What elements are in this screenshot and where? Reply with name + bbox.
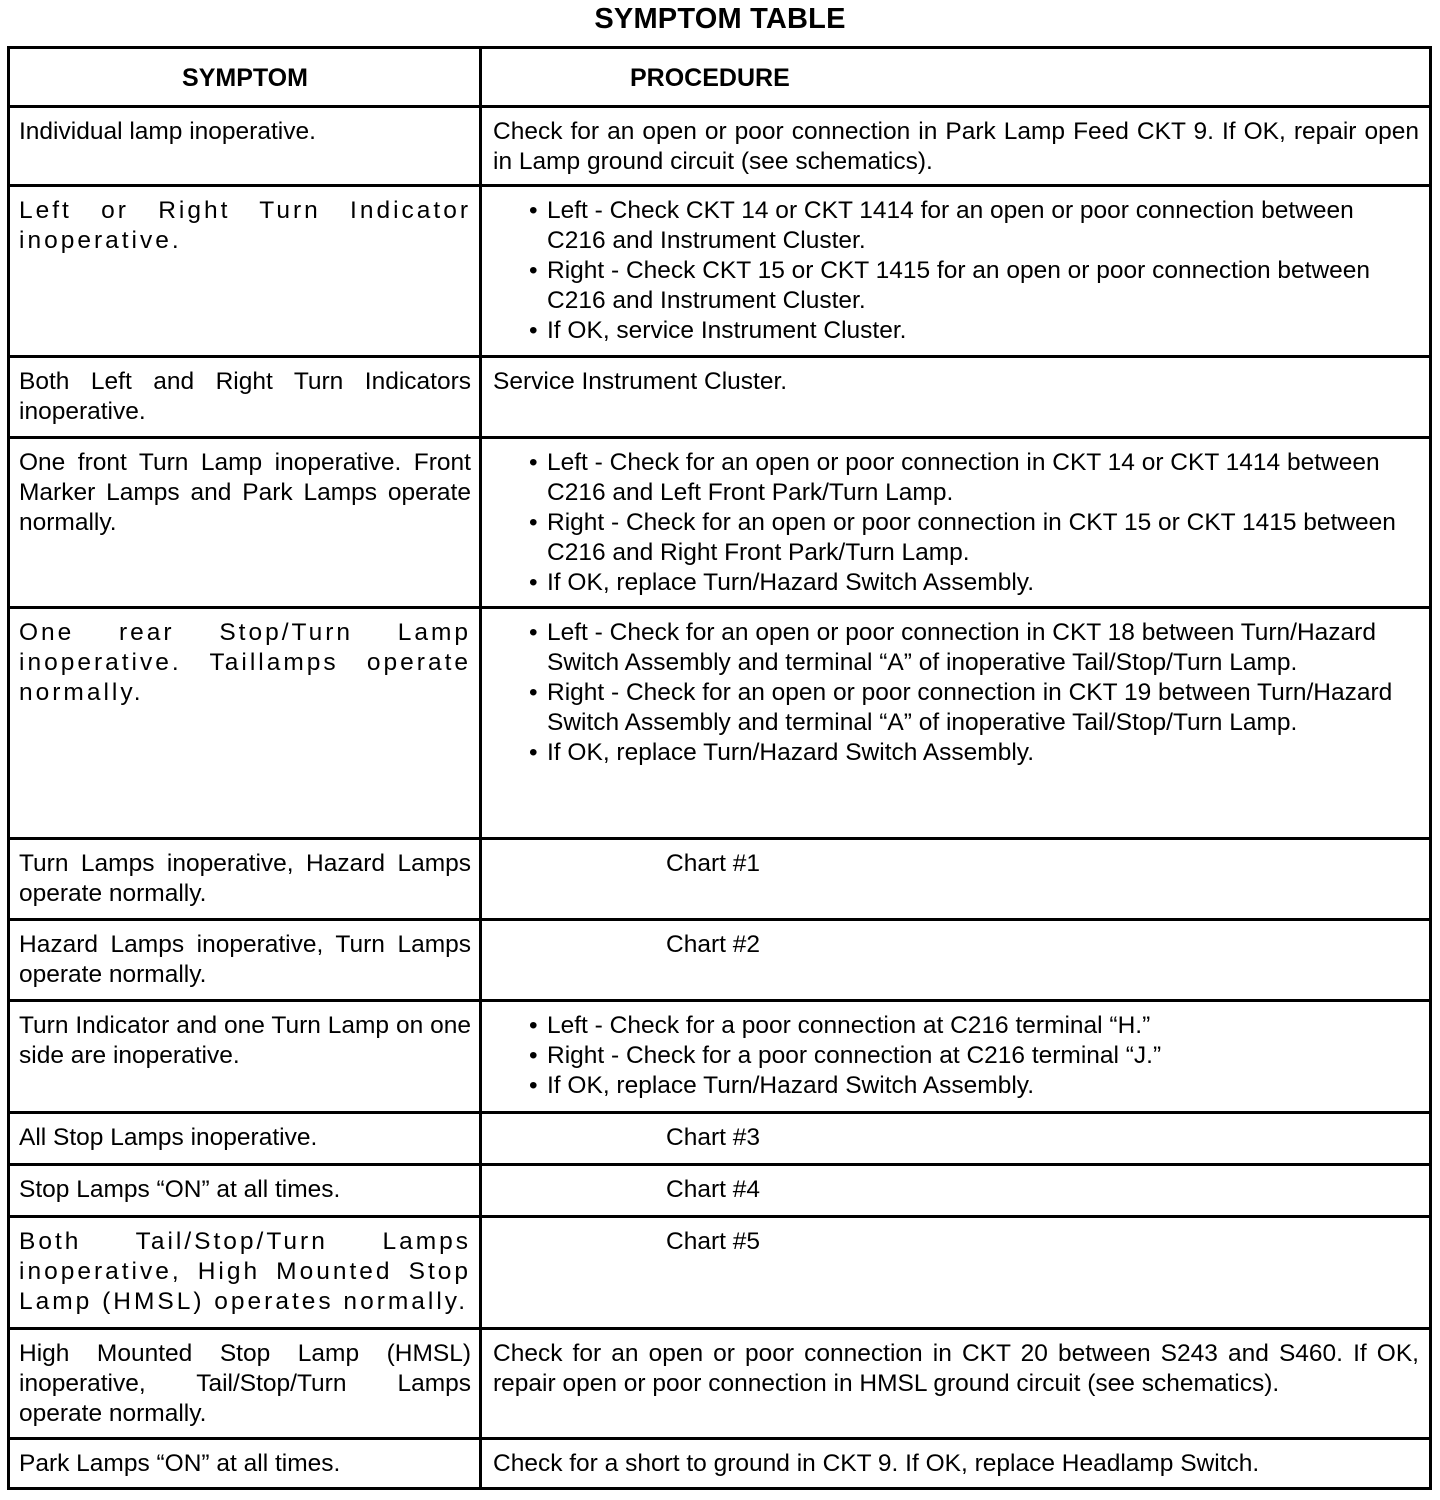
symptom-cell: One front Turn Lamp inoperative. Front Marker Lamps and Park Lamps operate normally. [10,439,482,606]
chart-reference: Chart #5 [666,1228,760,1255]
symptom-table [7,46,1432,1490]
procedure-step: • Left - Check CKT 14 or CKT 1414 for an open or poor connection between C216 and Instrument Cluster. [529,196,1419,256]
procedure-step: • If OK, replace Turn/Hazard Switch Assembly. [529,1071,1419,1101]
procedure-step: • Left - Check for an open or poor connection in CKT 18 between Turn/Hazard Switch Assembly and terminal “A” of inoperative Tail/Stop/Turn Lamp. [529,618,1419,678]
procedure-step: • If OK, replace Turn/Hazard Switch Assembly. [529,738,1419,768]
symptom-cell: Stop Lamps “ON” at all times. [10,1166,482,1215]
chart-reference: Chart #2 [666,931,760,958]
procedure-cell [482,840,1429,918]
chart-reference: Chart #3 [666,1124,760,1151]
procedure-cell [482,1114,1429,1163]
procedure-cell [482,609,1429,837]
symptom-cell: Both Left and Right Turn Indicators inoperative. [10,358,482,436]
procedure-step: • If OK, service Instrument Cluster. [529,316,1419,346]
procedure-cell [482,439,1429,606]
procedure-cell [482,921,1429,999]
procedure-step: • Right - Check for a poor connection at C216 terminal “J.” [529,1041,1419,1071]
procedure-step: • If OK, replace Turn/Hazard Switch Assembly. [529,568,1419,598]
procedure-list [493,196,1419,346]
procedure-cell [482,1002,1429,1111]
table-row [10,1163,1429,1215]
symptom-cell: Both Tail/Stop/Turn Lamps inoperative, High Mounted Stop Lamp (HMSL) operates normally. [10,1218,482,1327]
symptom-column-header: SYMPTOM [10,49,482,105]
procedure-cell [482,187,1429,355]
table-row [10,918,1429,999]
procedure-cell: Check for an open or poor connection in Park Lamp Feed CKT 9. If OK, repair open in Lamp ground circuit (see schematics). [493,118,1419,175]
procedure-cell [482,1166,1429,1215]
table-row [10,105,1429,184]
table-row [10,1437,1429,1487]
procedure-column-header: PROCEDURE [630,64,790,92]
procedure-step: • Left - Check for an open or poor connection in CKT 14 or CKT 1414 between C216 and Left Front Park/Turn Lamp. [529,448,1419,508]
procedure-step: • Left - Check for a poor connection at C216 terminal “H.” [529,1011,1419,1041]
table-row [10,355,1429,436]
procedure-cell: Service Instrument Cluster. [493,368,788,395]
symptom-cell: One rear Stop/Turn Lamp inoperative. Taillamps operate normally. [10,609,482,837]
table-row [10,436,1429,606]
symptom-cell: Park Lamps “ON” at all times. [10,1440,482,1487]
symptom-cell: Individual lamp inoperative. [10,108,482,184]
symptom-cell: All Stop Lamps inoperative. [10,1114,482,1163]
symptom-cell: Turn Lamps inoperative, Hazard Lamps operate normally. [10,840,482,918]
procedure-step: • Right - Check for an open or poor connection in CKT 15 or CKT 1415 between C216 and Right Front Park/Turn Lamp. [529,508,1419,568]
table-row [10,184,1429,355]
procedure-list [493,448,1419,598]
table-row [10,999,1429,1111]
table-row [10,837,1429,918]
procedure-list [493,618,1419,768]
procedure-cell: Check for an open or poor connection in CKT 20 between S243 and S460. If OK, repair open or poor connection in HMSL ground circuit (see schematics). [493,1340,1419,1397]
procedure-step: • Right - Check for an open or poor connection in CKT 19 between Turn/Hazard Switch Assembly and terminal “A” of inoperative Tail/Stop/Turn Lamp. [529,678,1419,738]
procedure-list [493,1011,1419,1101]
symptom-cell: Turn Indicator and one Turn Lamp on one side are inoperative. [10,1002,482,1111]
table-row [10,1327,1429,1437]
symptom-cell: High Mounted Stop Lamp (HMSL) inoperative, Tail/Stop/Turn Lamps operate normally. [10,1330,482,1437]
table-header-row [10,49,1429,105]
page-title: SYMPTOM TABLE [594,3,846,35]
chart-reference: Chart #1 [666,850,760,877]
table-row [10,606,1429,837]
symptom-cell: Hazard Lamps inoperative, Turn Lamps operate normally. [10,921,482,999]
table-row [10,1111,1429,1163]
chart-reference: Chart #4 [666,1176,760,1203]
table-row [10,1215,1429,1327]
procedure-cell [482,1218,1429,1327]
procedure-cell: Check for a short to ground in CKT 9. If OK, replace Headlamp Switch. [493,1450,1260,1477]
symptom-cell: Left or Right Turn Indicator inoperative. [10,187,482,355]
procedure-step: • Right - Check CKT 15 or CKT 1415 for an open or poor connection between C216 and Instrument Cluster. [529,256,1419,316]
